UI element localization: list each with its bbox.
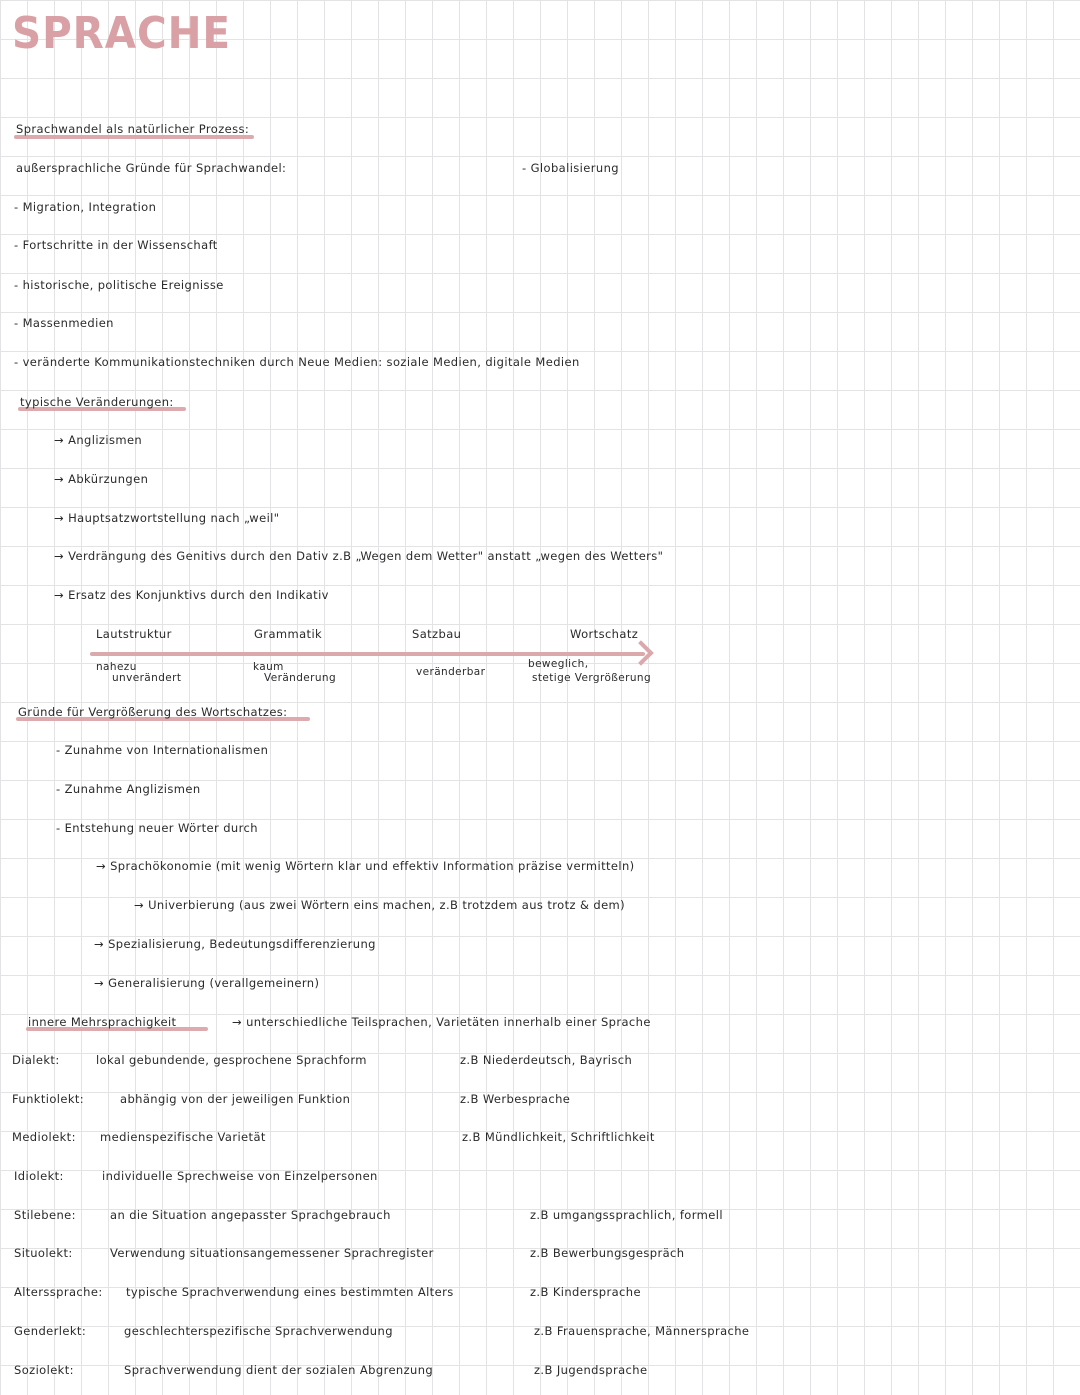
term: Genderlekt: <box>14 1324 87 1338</box>
list-item: - Fortschritte in der Wissenschaft <box>14 238 218 252</box>
list-item: - Zunahme von Internationalismen <box>56 743 269 757</box>
term-definition: individuelle Sprechweise von Einzelpersonen <box>102 1169 378 1183</box>
term: Idiolekt: <box>14 1169 64 1183</box>
term-example: z.B Mündlichkeit, Schriftlichkeit <box>462 1130 655 1144</box>
list-item: - historische, politische Ereignisse <box>14 278 224 292</box>
sub-list-item: → Generalisierung (verallgemeinern) <box>94 976 320 990</box>
term: Mediolekt: <box>12 1130 76 1144</box>
sub-list-item: → Univerbierung (aus zwei Wörtern eins machen, z.B trotzdem aus trotz & dem) <box>134 898 626 912</box>
term-definition: geschlechterspezifische Sprachverwendung <box>124 1324 393 1338</box>
list-item: - Entstehung neuer Wörter durch <box>56 821 258 835</box>
scale-arrow-line <box>90 652 645 656</box>
term-example: z.B Frauensprache, Männersprache <box>534 1324 750 1338</box>
list-item: - Zunahme Anglizismen <box>56 782 201 796</box>
list-item: → Hauptsatzwortstellung nach „weil" <box>54 511 280 525</box>
term-definition: abhängig von der jeweiligen Funktion <box>120 1092 351 1106</box>
scale-desc: stetige Vergrößerung <box>532 672 652 684</box>
term-example: z.B Jugendsprache <box>534 1363 648 1377</box>
term-definition: lokal gebundende, gesprochene Sprachform <box>96 1053 367 1067</box>
scale-desc: beweglich, <box>528 658 589 670</box>
scale-label: Satzbau <box>412 627 462 641</box>
subheading-gruende: außersprachliche Gründe für Sprachwandel: <box>16 161 287 175</box>
term-definition: Sprachverwendung dient der sozialen Abgrenzung <box>124 1363 434 1377</box>
term: Alterssprache: <box>14 1285 103 1299</box>
scale-desc: unverändert <box>112 672 182 684</box>
term: Dialekt: <box>12 1053 60 1067</box>
section-heading-sprachwandel: Sprachwandel als natürlicher Prozess: <box>16 122 250 136</box>
scale-desc: Veränderung <box>264 672 337 684</box>
list-item: → Ersatz des Konjunktivs durch den Indikativ <box>54 588 329 602</box>
section-description: → unterschiedliche Teilsprachen, Varietäten innerhalb einer Sprache <box>232 1015 651 1029</box>
term-example: z.B umgangssprachlich, formell <box>530 1208 723 1222</box>
list-item: → Abkürzungen <box>54 472 149 486</box>
section-heading-mehrsprachigkeit: innere Mehrsprachigkeit <box>28 1015 177 1029</box>
section-heading-veraenderungen: typische Veränderungen: <box>20 395 174 409</box>
arrow-right-icon <box>628 640 653 665</box>
term-definition: an die Situation angepasster Sprachgebrauch <box>110 1208 391 1222</box>
term-example: z.B Kindersprache <box>530 1285 641 1299</box>
term: Situolekt: <box>14 1246 73 1260</box>
term: Funktiolekt: <box>12 1092 85 1106</box>
list-item: - Massenmedien <box>14 316 114 330</box>
side-note-globalisierung: - Globalisierung <box>522 161 619 175</box>
scale-label: Lautstruktur <box>96 627 172 641</box>
term: Stilebene: <box>14 1208 76 1222</box>
section-heading-wortschatz: Gründe für Vergrößerung des Wortschatzes: <box>18 705 288 719</box>
scale-desc: kaum <box>253 661 284 673</box>
term: Soziolekt: <box>14 1363 74 1377</box>
scale-desc: nahezu <box>96 661 137 673</box>
term-definition: medienspezifische Varietät <box>100 1130 266 1144</box>
sub-list-item: → Spezialisierung, Bedeutungsdifferenzierung <box>94 937 376 951</box>
page-title: SPRACHE <box>12 8 232 59</box>
list-item: → Anglizismen <box>54 433 143 447</box>
scale-label: Grammatik <box>254 627 323 641</box>
list-item: → Verdrängung des Genitivs durch den Dativ z.B „Wegen dem Wetter" anstatt „wegen des Wetters" <box>54 549 664 563</box>
term-definition: Verwendung situationsangemessener Sprachregister <box>110 1246 434 1260</box>
term-example: z.B Bewerbungsgespräch <box>530 1246 685 1260</box>
term-definition: typische Sprachverwendung eines bestimmten Alters <box>126 1285 454 1299</box>
scale-desc: veränderbar <box>416 666 486 678</box>
list-item: - veränderte Kommunikationstechniken durch Neue Medien: soziale Medien, digitale Medien <box>14 355 580 369</box>
scale-label: Wortschatz <box>570 627 639 641</box>
term-example: z.B Niederdeutsch, Bayrisch <box>460 1053 633 1067</box>
list-item: - Migration, Integration <box>14 200 157 214</box>
term-example: z.B Werbesprache <box>460 1092 571 1106</box>
sub-list-item: → Sprachökonomie (mit wenig Wörtern klar und effektiv Information präzise vermitteln) <box>96 859 635 873</box>
